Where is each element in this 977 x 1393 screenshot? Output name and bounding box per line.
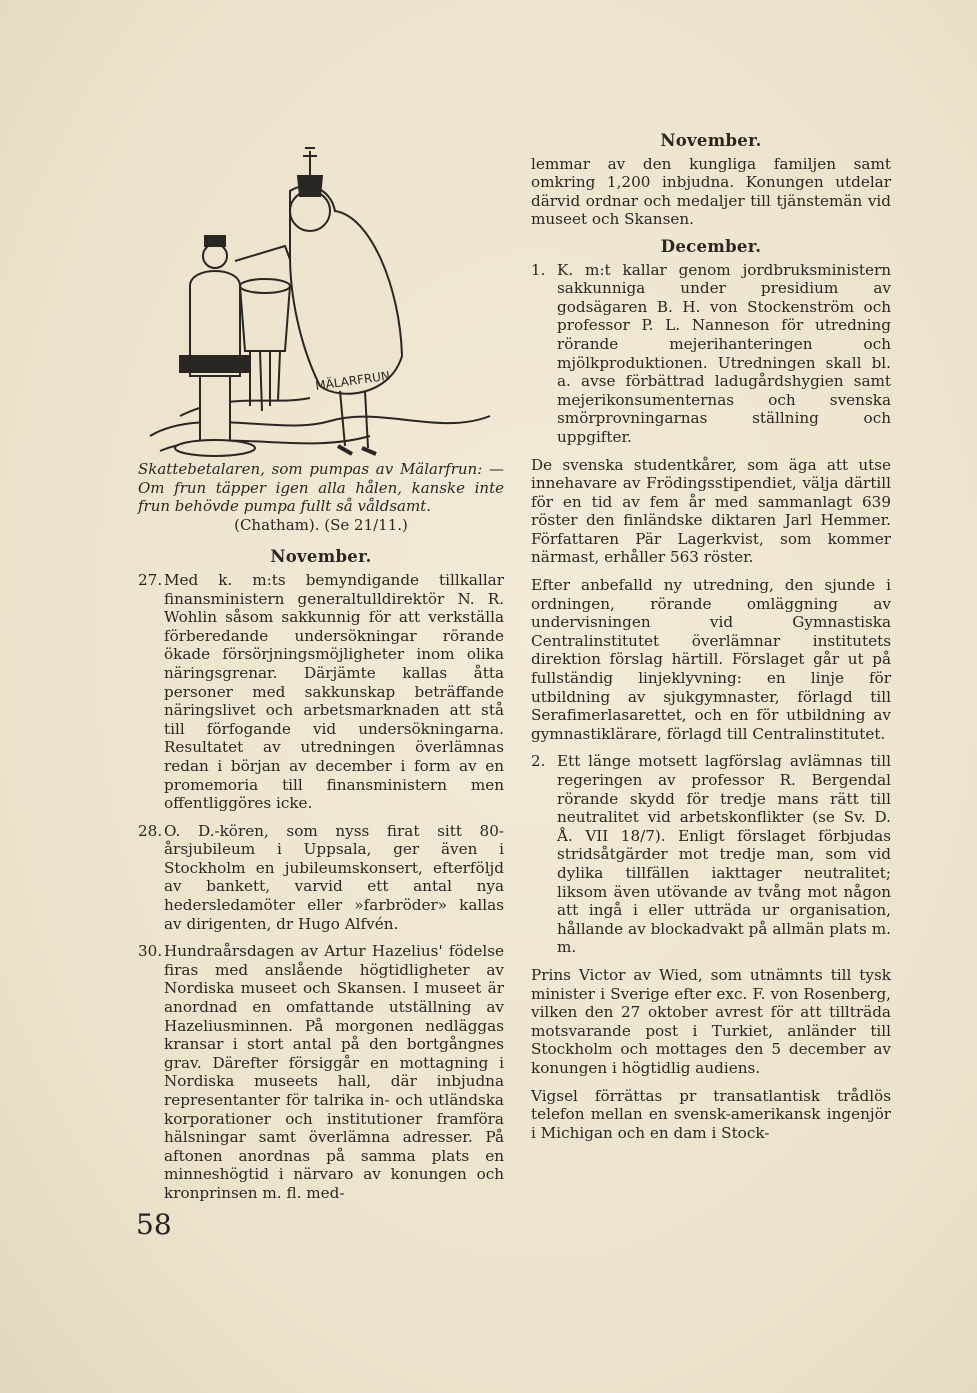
right-column xyxy=(531,132,891,1151)
entry-text: O. D.-kören, som nyss firat sitt 80-årsjubileum i Uppsala, ger även i Stockholm en jubileumskonsert, efterföljd av bankett, varvid ett antal nya hedersledamöter eller »farbröder» kallas av dirigenten, dr Hugo Alfvén. xyxy=(164,821,504,933)
entry-number: 2. xyxy=(531,752,546,771)
paragraph-vigsel: Vigsel förrättas pr transatlantisk trådlös telefon mellan en svensk-amerikansk ingenjör i Michigan och en dam i Stock- xyxy=(531,1086,891,1142)
left-column xyxy=(138,460,504,1212)
entry-30 xyxy=(138,942,504,1202)
illustration-caption: Skattebetalaren, som pumpas av Mälarfrun: — Om frun täpper igen alla hålen, kanske inte frun behövde pumpa fullt så våldsamt. xyxy=(138,460,504,516)
entry-text: Hundraårsdagen av Artur Hazelius' födelse firas med anslående högtidligheter av Nordiska museet och Skansen. I museet är anordnad en omfattande utställning av Hazeliusminnen. På morgonen nedläggas kransar i stort antal på den bortgångnes grav. Därefter försiggår en mottagning i Nordiska museets hall, där inbjudna representanter för talrika in- och utländska korporationer och institutioner framföra hälsningar samt överlämna adresser. På aftonen anordnas på samma plats en minneshögtid i närvaro av konungen och kronprinsen m. fl. med- xyxy=(164,942,504,1202)
woman-label: MÄLARFRUN xyxy=(314,368,391,393)
entry-dec-1 xyxy=(531,261,891,447)
paragraph-frodingsstipendiet: De svenska studentkårer, som äga att utse innehavare av Frödingsstipendiet, välja därtill för en tid av fem år med sammanlagt 639 röster den finländske diktaren Jarl Hemmer. Författaren Pär Lagerkvist, som kommer närmast, erhåller 563 röster. xyxy=(531,455,891,567)
heading-november-right: November. xyxy=(660,131,762,150)
entry-number: 1. xyxy=(531,260,546,279)
entry-number: 27. xyxy=(138,570,163,589)
entry-dec-2 xyxy=(531,752,891,957)
caption-source: (Chatham). (Se 21/11.) xyxy=(234,515,408,534)
page-number: 58 xyxy=(136,1208,172,1241)
entry-text: Med k. m:ts bemyndigande tillkallar finansministern generaltulldirektör N. R. Wohlin såsom sakkunnig för att verkställa förberedande undersökningar rörande ökade försörjningsmöjligheter inom olika näringsgrenar. Därjämte kallas åtta personer med sakkunskap beträffande näringslivet och arbetsmarknaden att stå till förfogande vid undersökningarna. Resultatet av utredningen överlämnas redan i början av december i form av en promemoria till finansministern men offentliggöres icke. xyxy=(164,570,504,813)
heading-december: December. xyxy=(660,236,762,256)
entry-28 xyxy=(138,822,504,934)
november-continuation: lemmar av den kungliga familjen samt omkring 1,200 inbjudna. Konungen utdelar därvid ordnar och medaljer till tjänstemän vid museet och Skansen. xyxy=(531,154,891,229)
cartoon-illustration xyxy=(140,136,502,466)
entry-text: Ett länge motsett lagförslag avlämnas till regeringen av professor R. Bergendal rörande skydd för tredje mans rätt till neutralitet vid arbetskonflikter (se Sv. D. Å. VII 18/7). Enligt förslaget förbjudas stridsåtgärder mot tredje man, som vid dylika tillfällen iakttager neutralitet; liksom även utövande av tvång mot någon att ingå i eller utträda ur organisation, hållande av blockadvakt på allmän plats m. m. xyxy=(557,752,891,957)
pump-label: SKATTEBETALARE xyxy=(184,362,246,370)
entry-number: 28. xyxy=(138,821,163,840)
paragraph-prins-victor: Prins Victor av Wied, som utnämnts till tysk minister i Sverige efter exc. F. von Rosenberg, vilken den 27 oktober avrest för att tillträda motsvarande post i Turkiet, anländer till Stockholm och mottages den 5 december av konungen i högtidlig audiens. xyxy=(531,965,891,1077)
heading-november-left: November. xyxy=(270,547,372,567)
paragraph-gymnastiska: Efter anbefalld ny utredning, den sjunde i ordningen, rörande omläggning av undervisningen vid Gymnastiska Centralinstitutet överlämnar institutets direktion förslag härtill. Förslaget går ut på fullständig linjeklyvning: en linje för utbildning av sjukgymnaster, förlagd till Serafimerlasarettet, och en för utbildning av gymnastiklärare, förlagd till Centralinstitutet. xyxy=(531,576,891,743)
entry-27 xyxy=(138,571,504,813)
entry-number: 30. xyxy=(138,942,163,961)
entry-text: K. m:t kallar genom jordbruksministern sakkunniga under presidium av godsägaren B. H. von Stockenström och professor P. L. Nanneson för utredning rörande mejerihanteringen och mjölkproduktionen. Utredningen skall bl. a. avse förbättrad ladugårdshygien samt mejerikonsumenternas och svenska smörprovningarnas ställning och uppgifter. xyxy=(557,260,891,446)
pump-figure xyxy=(150,148,490,456)
